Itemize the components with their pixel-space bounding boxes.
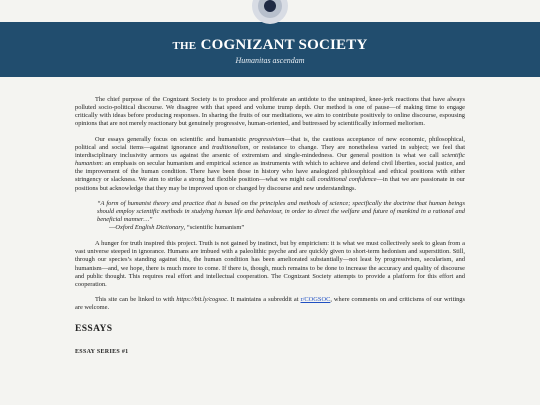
quote-dash: — (109, 224, 116, 231)
text-span: , where comments on and criticisms of our writings are welcome. (75, 296, 465, 312)
text-span: : an emphasis on secular humanism and empirical science as instruments with which to achieve and defend civil liberties, social justice, and the improvement of the human condition. There have been those in history who have analogized philosophical and ethical positions with either stringency or slackness. We aim to strike a strong but flexible position—what we might call (75, 160, 465, 184)
eye-logo-icon (252, 0, 288, 24)
quote-text: “A form of humanist theory and practice that is based on the principles and methods of science; specifically the doctrine that human beings should employ scientific methods in studying human life and behaviour, in order to direct the welfare and future of mankind in a rational and beneficial manner…” (97, 199, 465, 223)
site-title-prefix: THE (172, 40, 197, 52)
site-motto: Humanitas ascendam (235, 56, 305, 65)
eye-iris (258, 0, 282, 18)
emphasis-conditional-confidence: conditional confidence (317, 176, 377, 184)
text-span: —that is, the cautious acceptance of new economic, philosophical, political and social items—against ignorance and (75, 135, 466, 151)
emphasis-traditionalism: traditionalism (212, 143, 249, 151)
quote-source: Oxford English Dictionary (115, 224, 184, 231)
essays-heading: ESSAYS (75, 324, 113, 335)
top-strip (0, 0, 540, 22)
essay-series-label: ESSAY SERIES #1 (75, 348, 129, 355)
definition-blockquote (97, 200, 465, 232)
quote-attribution (97, 224, 465, 232)
site-title-name: COGNIZANT SOCIETY (200, 37, 368, 53)
short-url: https://bit.ly/cogsoc (176, 296, 227, 304)
links-paragraph (75, 296, 465, 312)
subreddit-link[interactable]: r/COGSOC (300, 296, 331, 304)
intro-paragraph: The chief purpose of the Cognizant Society is to produce and proliferate an antidote to the uninspired, knee-jerk reactions that have always polluted socio-political discourse. We disagree with that speed and volume trump depth. Our method is one of pause—of making time to engage critically with ideas before producing responses. In sharing the fruits of our meditations, we aim to contribute positively to online discourse, espousing opinions that are not merely reactionary but genuinely progressive, human-oriented, and buttressed by scientifically informed meliorism. (75, 96, 465, 128)
text-span: This site can be linked to with (95, 296, 177, 304)
eye-pupil (264, 0, 276, 12)
approach-paragraph (75, 136, 465, 193)
text-span: , or resistance to change. They are nonetheless varied in subject; we feel that interdisciplinary inclusivity armors us against the arsenic of extremism and single-mindedness. Our general position is what we call (75, 143, 466, 159)
emphasis-progressivism: progressivism (249, 135, 285, 143)
main-content (75, 96, 465, 356)
text-span: . It maintains a subreddit at (226, 296, 301, 304)
text-span: Our essays generally focus on scientific and humanistic (95, 135, 250, 143)
emphasis-scientific-humanism: scientific humanism (75, 151, 465, 168)
quote-entry: , “scientific humanism” (183, 224, 245, 231)
mission-paragraph: A hunger for truth inspired this project. Truth is not gained by instinct, but by empiricism: it is what we must collectively seek to glean from a vast universe steeped in ignorance. Humans are imbued with a paleolithic psyche and are quickly given to short-term hedonism and superstition. Still, through our species’s standing against this, the human condition has been ameliorated substantially—not least by progressivism, secularism, and humanism—and, we hope, there is much more to come. If there is, though, much remains to be done to increase the accuracy and quality of discourse and public thought. This requires real effort and intellectual cooperation. The Cognizant Society attempts to provide a platform for this effort and cooperation. (75, 240, 465, 288)
site-title (0, 37, 540, 54)
text-span: —in that we are passionate in our positions but acknowledge that they may be improved upon or changed by discourse and new understandings. (75, 176, 465, 192)
site-header (0, 22, 540, 77)
